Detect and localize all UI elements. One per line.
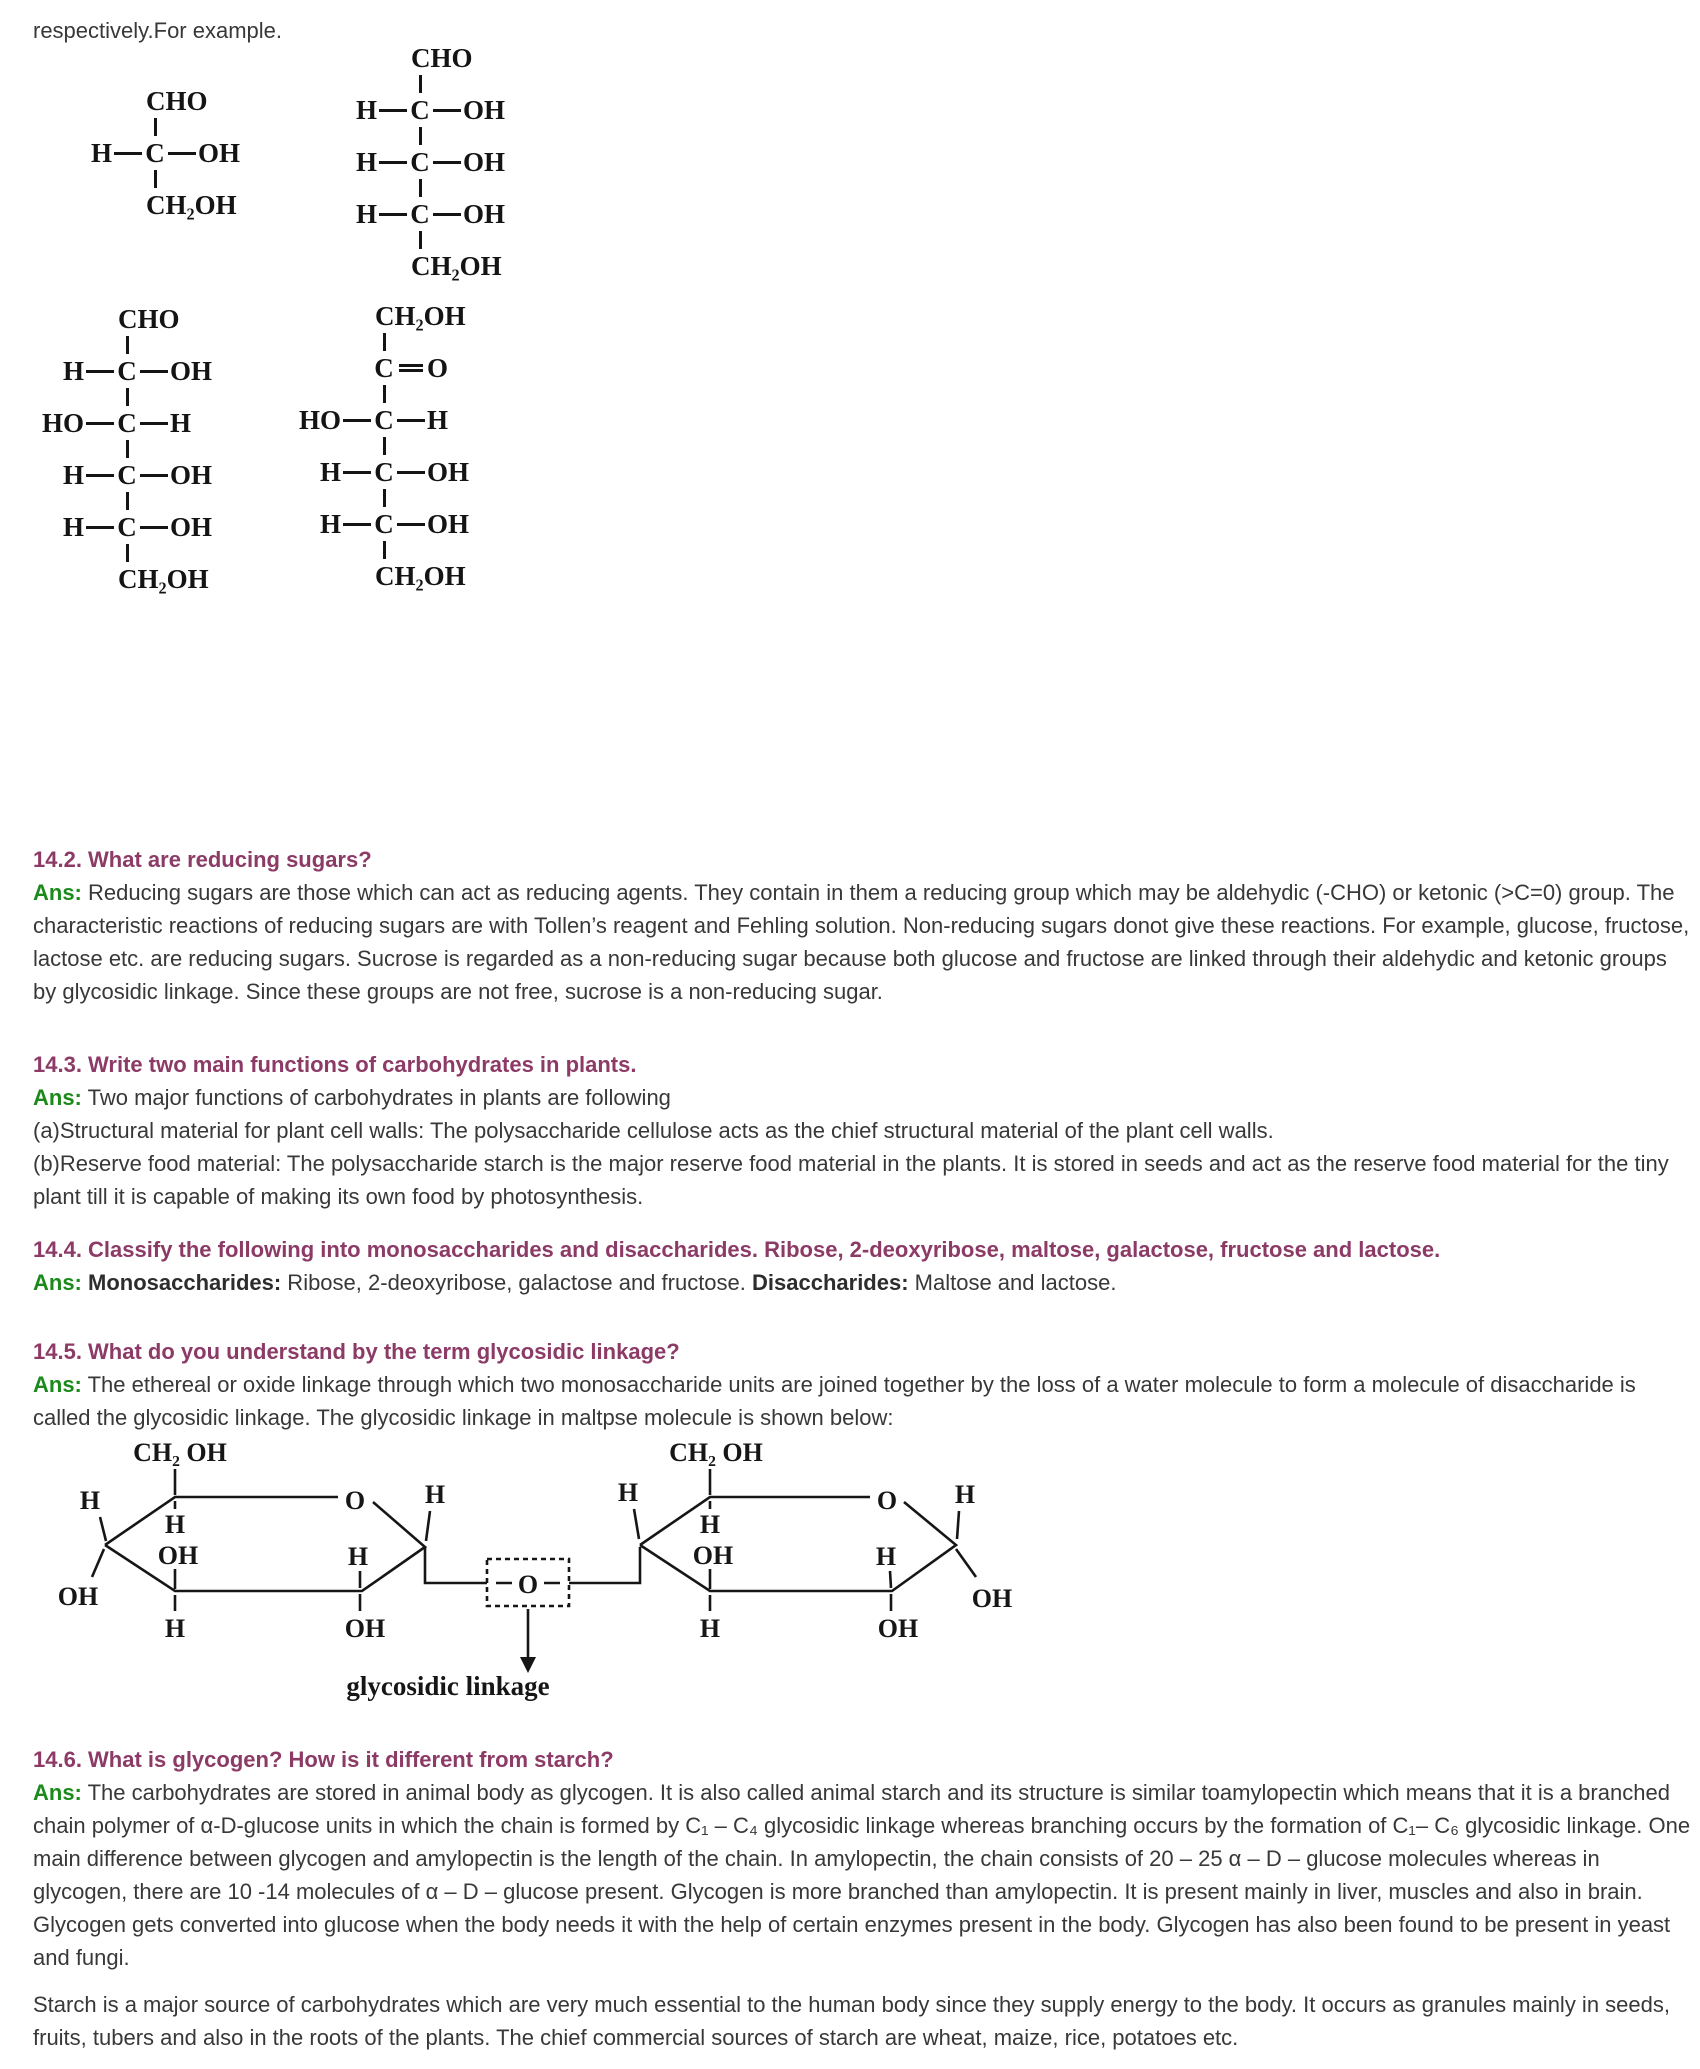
right-substituent: OH: [198, 138, 241, 168]
intro-text: respectively.For example.: [33, 18, 283, 43]
vertical-bond: [383, 437, 386, 455]
oh-label: OH: [877, 1614, 919, 1643]
right-ring-labels: [618, 1438, 1012, 1643]
horizontal-bond: [343, 471, 371, 474]
formula-top: CHO: [118, 304, 180, 334]
ch2oh-label: CH₂ OH: [669, 1438, 763, 1467]
horizontal-bond: [140, 370, 168, 373]
left-substituent: H: [62, 512, 84, 542]
carbon-atom: C: [410, 95, 430, 125]
carbon-row: [320, 146, 520, 178]
horizontal-bond: [140, 422, 168, 425]
bridge-oxygen: O: [517, 1570, 539, 1599]
horizontal-bond: [379, 109, 407, 112]
right-substituent: OH: [170, 356, 213, 386]
maltose-glycosidic-linkage-diagram: [40, 1435, 1050, 1735]
carbon-atom: C: [117, 460, 137, 490]
horizontal-bond: [343, 523, 371, 526]
vertical-bond: [154, 118, 157, 136]
formula-bottom: CH₂OH: [118, 564, 209, 594]
fischer-structure-fructose: [284, 300, 484, 592]
vertical-bond: [383, 541, 386, 559]
h-label: H: [79, 1486, 101, 1515]
left-substituent: H: [90, 138, 112, 168]
formula-top: CHO: [146, 86, 208, 116]
left-substituent: H: [62, 356, 84, 386]
mono-label: Monosaccharides:: [88, 1270, 282, 1295]
answer-point-b: (b)Reserve food material: The polysaccharide starch is the major reserve food material in the plants. It is stored in seeds and act as the reserve food material for the tiny plant till it is capable of making its own food by photosynthesis.: [33, 1151, 1669, 1209]
left-ring-labels: [58, 1438, 445, 1643]
h-label: H: [954, 1480, 976, 1509]
ans-label: Ans:: [33, 880, 82, 905]
right-substituent: OH: [463, 95, 506, 125]
ring-oxygen: O: [876, 1486, 898, 1515]
vertical-bond: [383, 333, 386, 351]
vertical-bond: [419, 231, 422, 249]
carbon-atom: C: [374, 509, 394, 539]
ch2oh-label: CH₂ OH: [133, 1438, 227, 1467]
left-substituent: H: [355, 199, 377, 229]
oh-label: OH: [971, 1584, 1013, 1613]
oh-label: OH: [57, 1582, 99, 1611]
right-substituent: OH: [427, 457, 470, 487]
ans-label: Ans:: [33, 1372, 82, 1397]
left-substituent: H: [355, 147, 377, 177]
left-substituent: HO: [41, 408, 84, 438]
horizontal-bond: [433, 109, 461, 112]
closing-paragraph: Starch is a major source of carbohydrates which are very much essential to the human body since they supply energy to the body. It occurs as granules mainly in seeds, fruits, tubers and also in the roots of the plants. The chief commercial sources of starch are wheat, maize, rice, potatoes etc.: [33, 1992, 1670, 2050]
vertical-bond: [126, 492, 129, 510]
carbon-row: [55, 137, 255, 169]
formula-top: CHO: [411, 43, 473, 73]
formula-bottom: CH₂OH: [411, 251, 502, 281]
h-label: H: [699, 1510, 721, 1539]
right-substituent: H: [427, 405, 449, 435]
answer-text: The carbohydrates are stored in animal body as glycogen. It is also called animal starch and its structure is similar toamylopectin which means that it is a branched chain polymer of α-D-glucose units in which the chain is formed by C₁ – C₄ glycosidic linkage whereas branching occurs by the formation of C₁– C₆ glycosidic linkage. One main difference between glycogen and amylopectin is the length of the chain. In amylopectin, the chain consists of 20 – 25 α – D – glucose molecules whereas in glycogen, there are 10 -14 molecules of α – D – glucose present. Glycogen is more branched than amylopectin. It is present mainly in liver, muscles and also in brain. Glycogen gets converted into glucose when the body needs it with the help of certain enzymes present in the body. Glycogen has also been found to be present in yeast and fungi.: [33, 1780, 1691, 1970]
fischer-structure-glucose: [27, 303, 227, 595]
h-label: H: [164, 1614, 186, 1643]
carbon-atom: C: [410, 199, 430, 229]
horizontal-bond: [433, 213, 461, 216]
carbon-atom: C: [117, 356, 137, 386]
h-label: H: [617, 1478, 639, 1507]
horizontal-bond: [86, 526, 114, 529]
h-label: H: [424, 1480, 446, 1509]
answer-point-a: (a)Structural material for plant cell walls: The polysaccharide cellulose acts as the chief structural material of the plant cell walls.: [33, 1118, 1274, 1143]
vertical-bond: [154, 170, 157, 188]
right-substituent: OH: [463, 199, 506, 229]
answer-text: Two major functions of carbohydrates in plants are following: [87, 1085, 671, 1110]
right-substituent: OH: [170, 512, 213, 542]
right-substituent: H: [170, 408, 192, 438]
horizontal-bond: [397, 419, 425, 422]
bond-lines: [92, 1469, 976, 1659]
formula-bottom: CH₂OH: [146, 190, 237, 220]
carbon-atom: C: [117, 512, 137, 542]
carbon-row: [27, 355, 227, 387]
vertical-bond: [126, 440, 129, 458]
vertical-bond: [383, 385, 386, 403]
right-substituent: OH: [427, 509, 470, 539]
h-label: H: [347, 1542, 369, 1571]
answer-paragraph: [33, 1266, 1695, 1299]
ans-label: Ans:: [33, 1270, 82, 1295]
answer-paragraph: [33, 1776, 1695, 1974]
answer-text: The ethereal or oxide linkage through which two monosaccharide units are joined together by the loss of a water molecule to form a molecule of disaccharide is called the glycosidic linkage. The glycosidic linkage in maltpse molecule is shown below:: [33, 1372, 1636, 1430]
oh-label: OH: [344, 1614, 386, 1643]
formula-top: CH₂OH: [375, 301, 466, 331]
qa-section-143: [33, 1048, 1695, 1213]
answer-paragraph: [33, 876, 1695, 1008]
vertical-bond: [383, 489, 386, 507]
vertical-bond: [126, 544, 129, 562]
ring-oxygen: O: [344, 1486, 366, 1515]
horizontal-bond: [86, 370, 114, 373]
carbon-atom: C: [117, 408, 137, 438]
vertical-bond: [126, 388, 129, 406]
carbon-row: [27, 407, 227, 439]
horizontal-bond: [114, 152, 142, 155]
horizontal-bond: [86, 422, 114, 425]
question-heading: 14.5. What do you understand by the term glycosidic linkage?: [33, 1339, 680, 1364]
left-substituent: H: [319, 509, 341, 539]
carbon-row: [284, 404, 484, 436]
carbon-row-keto: [284, 352, 484, 384]
right-substituent: O: [427, 353, 449, 383]
right-substituent: OH: [170, 460, 213, 490]
left-substituent: H: [319, 457, 341, 487]
horizontal-bond: [140, 474, 168, 477]
carbon-atom: C: [374, 353, 394, 383]
oh-label: OH: [692, 1541, 734, 1570]
carbon-row: [284, 508, 484, 540]
qa-section-142: [33, 843, 1695, 1008]
horizontal-bond: [379, 213, 407, 216]
fischer-structure-aldotetrose: [320, 42, 520, 282]
question-heading: 14.4. Classify the following into monosaccharides and disaccharides. Ribose, 2-deoxyribose, maltose, galactose, fructose and lactose.: [33, 1237, 1441, 1262]
di-text: Maltose and lactose.: [908, 1270, 1117, 1295]
fischer-structure-glyceraldehyde: [55, 85, 255, 221]
diagram-caption: glycosidic linkage: [346, 1671, 550, 1701]
oh-label: OH: [157, 1541, 199, 1570]
answer-text: Reducing sugars are those which can act as reducing agents. They contain in them a reducing group which may be aldehydic (-CHO) or ketonic (>C=0) group. The characteristic reactions of reducing sugars are with Tollen’s reagent and Fehling solution. Non-reducing sugars donot give these reactions. For example, glucose, fructose, lactose etc. are reducing sugars. Sucrose is regarded as a non-reducing sugar because both glucose and fructose are linked through their aldehydic and ketonic groups by glycosidic linkage. Since these groups are not free, sucrose is a non-reducing sugar.: [33, 880, 1690, 1004]
left-substituent: H: [355, 95, 377, 125]
mono-text: Ribose, 2-deoxyribose, galactose and fructose.: [281, 1270, 753, 1295]
question-heading: 14.2. What are reducing sugars?: [33, 847, 372, 872]
vertical-bond: [419, 75, 422, 93]
h-label: H: [164, 1510, 186, 1539]
horizontal-bond: [168, 152, 196, 155]
answer-paragraph: [33, 1081, 1695, 1114]
carbon-row: [284, 456, 484, 488]
answer-paragraph: [33, 1368, 1695, 1434]
horizontal-bond: [397, 471, 425, 474]
left-substituent: HO: [298, 405, 341, 435]
horizontal-bond: [86, 474, 114, 477]
h-label: H: [699, 1614, 721, 1643]
right-substituent: OH: [463, 147, 506, 177]
double-bond: [399, 364, 423, 372]
horizontal-bond: [379, 161, 407, 164]
question-heading: 14.3. Write two main functions of carbohydrates in plants.: [33, 1052, 637, 1077]
question-heading: 14.6. What is glycogen? How is it different from starch?: [33, 1747, 614, 1772]
h-label: H: [875, 1542, 897, 1571]
formula-bottom: CH₂OH: [375, 561, 466, 591]
vertical-bond: [419, 127, 422, 145]
carbon-row: [27, 511, 227, 543]
carbon-row: [320, 198, 520, 230]
carbon-row: [320, 94, 520, 126]
horizontal-bond: [397, 523, 425, 526]
carbon-atom: C: [374, 405, 394, 435]
carbon-atom: C: [410, 147, 430, 177]
vertical-bond: [126, 336, 129, 354]
qa-section-146: [33, 1743, 1695, 1974]
horizontal-bond: [140, 526, 168, 529]
carbon-row: [27, 459, 227, 491]
carbon-atom: C: [145, 138, 165, 168]
horizontal-bond: [433, 161, 461, 164]
qa-section-145: [33, 1335, 1695, 1434]
carbon-atom: C: [374, 457, 394, 487]
ans-label: Ans:: [33, 1780, 82, 1805]
qa-section-144: [33, 1233, 1695, 1299]
left-substituent: H: [62, 460, 84, 490]
ans-label: Ans:: [33, 1085, 82, 1110]
vertical-bond: [419, 179, 422, 197]
di-label: Disaccharides:: [752, 1270, 909, 1295]
horizontal-bond: [343, 419, 371, 422]
